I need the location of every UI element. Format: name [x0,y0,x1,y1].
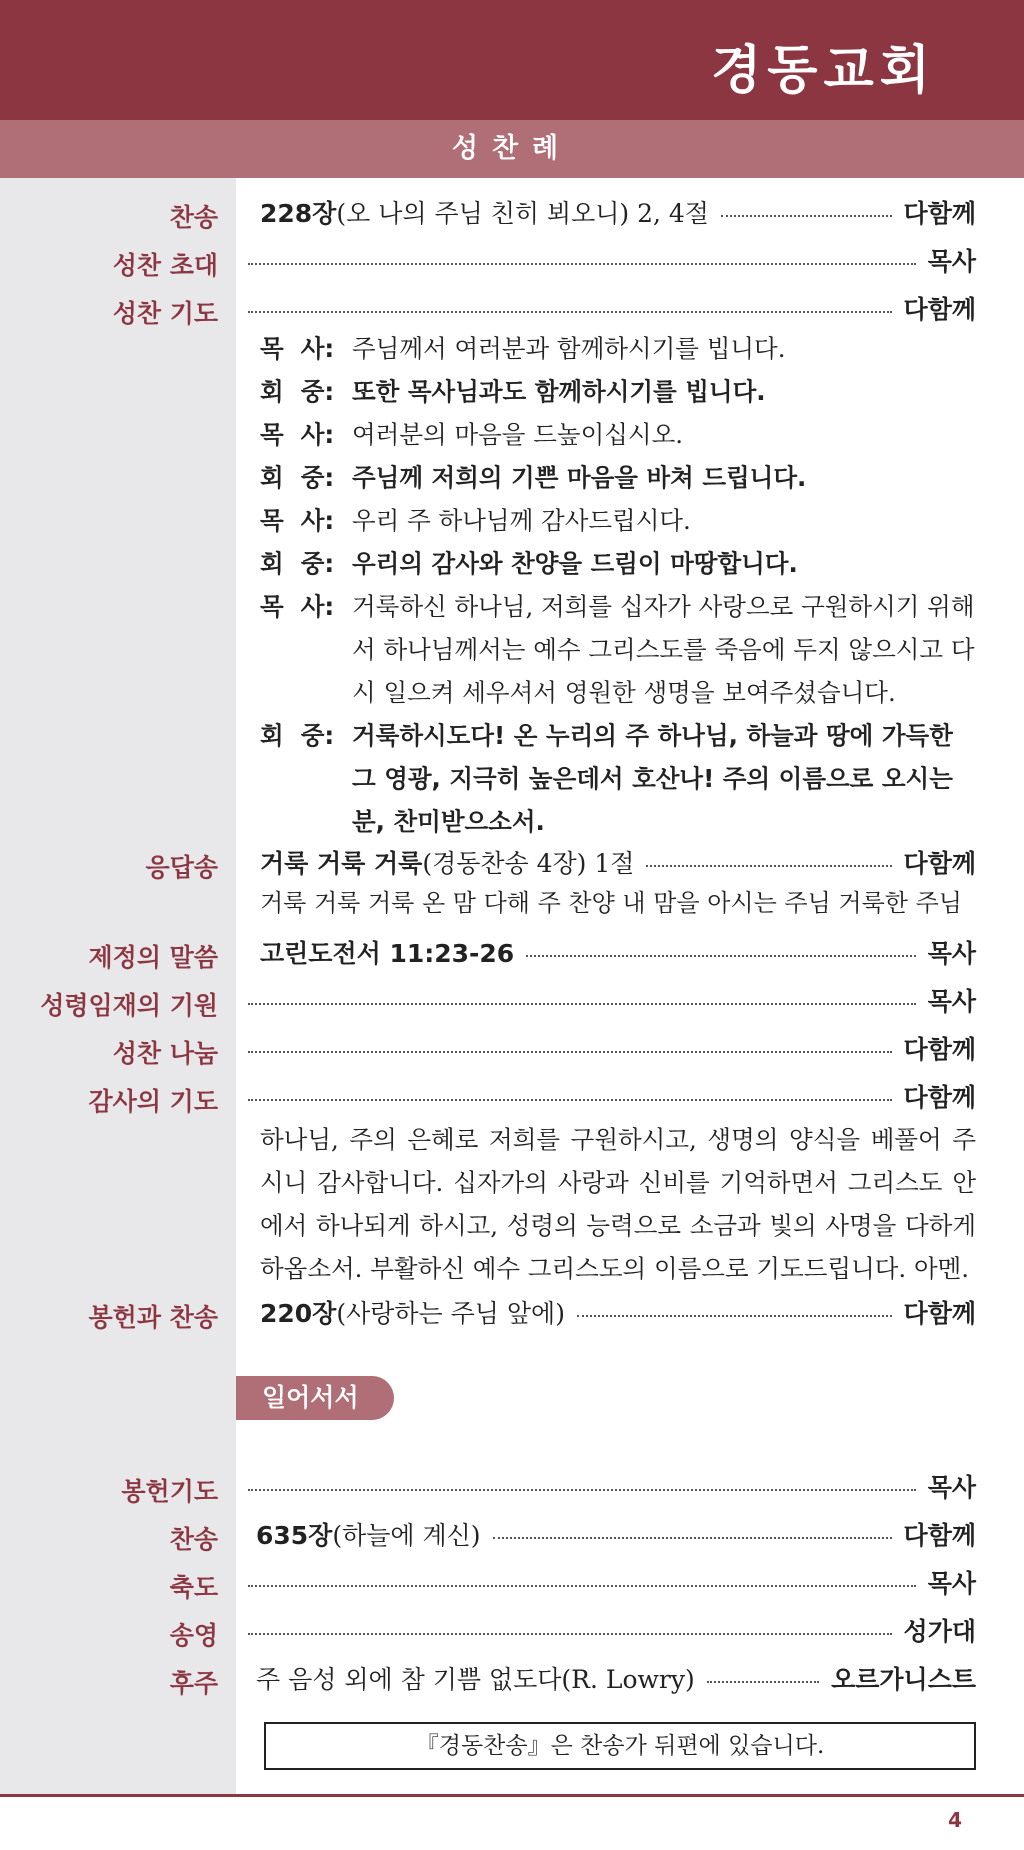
role: 다함께 [903,1521,976,1550]
hymn-detail: (하늘에 계신) [332,1521,481,1550]
speaker: 목 사: [260,334,335,363]
leader-dots [248,1585,916,1587]
liturgy-text: 우리의 감사와 찬양을 드림이 마땅합니다. [352,549,798,578]
hymn-number: 220장 [260,1299,337,1328]
row-blessing [236,1562,976,1602]
label-blessing: 축도 [169,1573,218,1602]
liturgy-line [260,456,976,499]
label-choir: 송영 [169,1621,218,1650]
hymn-detail: (사랑하는 주님 앞에) [336,1299,565,1328]
speaker: 회 중: [260,377,335,406]
thanks-prayer-text: 하나님, 주의 은혜로 저희를 구원하시고, 생명의 양식을 베풀어 주시니 감사합니다. 십자가의 사랑과 신비를 기억하면서 그리스도 안에서 하나되게 하시고, 성령의 능력으로 소금과 빛의 사명을 다하게 하옵소서. 부활하신 예수 그리스도의 이름으로 기도드립니다. 아멘. [260,1125,976,1283]
hymn-number: 228장 [260,199,337,228]
role: 목사 [927,247,976,276]
leader-dots [248,1489,916,1491]
header-bar [0,0,1024,120]
row-institution [260,932,976,972]
role: 목사 [927,1473,976,1502]
label-epiclesis: 성령임재의 기원 [40,991,218,1020]
liturgy-text: 거룩하신 하나님, 저희를 십자가 사랑으로 구원하시기 위해서 하나님께서는 예수 그리스도를 죽음에 두지 않으시고 다시 일으켜 세우셔서 영원한 생명을 보여주셨습니다. [352,592,975,707]
liturgy-line [260,499,976,542]
stand-up-badge: 일어서서 [236,1376,394,1420]
section-title: 성찬례 [0,120,1024,178]
liturgy-line [260,413,976,456]
liturgy-line [260,370,976,413]
role: 성가대 [903,1617,976,1646]
leader-dots [248,1051,892,1053]
liturgy-text: 또한 목사님과도 함께하시기를 빕니다. [352,377,766,406]
row-prayer [236,288,976,328]
postlude-detail: 주 음성 외에 참 기쁨 없도다(R. Lowry) [256,1665,695,1694]
leader-dots [721,215,892,217]
role: 다함께 [903,1083,976,1112]
speaker: 회 중: [260,721,335,750]
label-hymn2: 찬송 [169,1525,218,1554]
church-name: 경동교회 [711,41,936,101]
speaker: 목 사: [260,592,335,621]
row-hymn2 [256,1514,976,1554]
leader-dots [577,1315,892,1317]
label-response: 응답송 [145,853,218,882]
leader-dots [493,1537,892,1539]
row-offer-prayer [236,1466,976,1506]
leader-dots [248,1633,892,1635]
leader-dots [248,1003,916,1005]
row-postlude [256,1658,976,1698]
response-title: 거룩 거룩 거룩 [260,849,423,878]
label-prayer: 성찬 기도 [112,299,218,328]
row-hymn [260,192,976,232]
label-hymn: 찬송 [169,203,218,232]
liturgy-line [260,542,976,585]
role: 다함께 [903,1035,976,1064]
liturgy-line [260,585,976,714]
response-detail: (경동찬송 4장) 1절 [422,849,635,878]
liturgy-text: 주님께 저희의 기쁜 마음을 바쳐 드립니다. [352,463,807,492]
row-choir [236,1610,976,1650]
hymn-number: 635장 [256,1521,333,1550]
liturgy-text: 우리 주 하나님께 감사드립시다. [352,506,691,535]
leader-dots [526,955,915,957]
leader-dots [248,1099,892,1101]
row-epiclesis [236,980,976,1020]
footer-rule [0,1794,1024,1797]
liturgy-text: 여러분의 마음을 드높이십시오. [352,420,684,449]
leader-dots [248,311,892,313]
speaker: 회 중: [260,463,335,492]
label-postlude: 후주 [169,1669,218,1698]
liturgy-line [260,714,976,843]
row-thanks [236,1076,976,1116]
role: 목사 [927,1569,976,1598]
leader-dots [646,865,891,867]
label-sharing: 성찬 나눔 [112,1039,218,1068]
page-number: 4 [948,1808,962,1832]
scripture-ref: 고린도전서 11:23-26 [260,939,515,968]
label-offer-prayer: 봉헌기도 [121,1477,218,1506]
row-offering [260,1292,976,1332]
role: 목사 [927,939,976,968]
role: 다함께 [903,849,976,878]
hymn-detail: (오 나의 주님 친히 뵈오니) 2, 4절 [336,199,709,228]
role: 오르가니스트 [831,1665,976,1694]
role: 다함께 [903,199,976,228]
label-institution: 제정의 말씀 [88,943,218,972]
hymnal-note: 『경동찬송』은 찬송가 뒤편에 있습니다. [264,1722,976,1770]
row-sharing [236,1028,976,1068]
speaker: 목 사: [260,506,335,535]
row-invite [236,240,976,280]
response-lyrics: 거룩 거룩 거룩 온 맘 다해 주 찬양 내 맘을 아시는 주님 거룩한 주님 [260,889,962,917]
label-offering: 봉헌과 찬송 [88,1303,218,1332]
label-invite: 성찬 초대 [112,251,218,280]
role: 다함께 [903,1299,976,1328]
speaker: 회 중: [260,549,335,578]
label-thanks: 감사의 기도 [88,1087,218,1116]
role: 목사 [927,987,976,1016]
row-response [260,842,976,882]
liturgy-text: 거룩하시도다! 온 누리의 주 하나님, 하늘과 땅에 가득한 그 영광, 지극히 높은데서 호산나! 주의 이름으로 오시는 분, 찬미받으소서. [352,721,953,836]
liturgy-text: 주님께서 여러분과 함께하시기를 빕니다. [352,334,786,363]
leader-dots [248,263,916,265]
role: 다함께 [903,295,976,324]
liturgy-line [260,327,976,370]
speaker: 목 사: [260,420,335,449]
leader-dots [707,1681,819,1683]
